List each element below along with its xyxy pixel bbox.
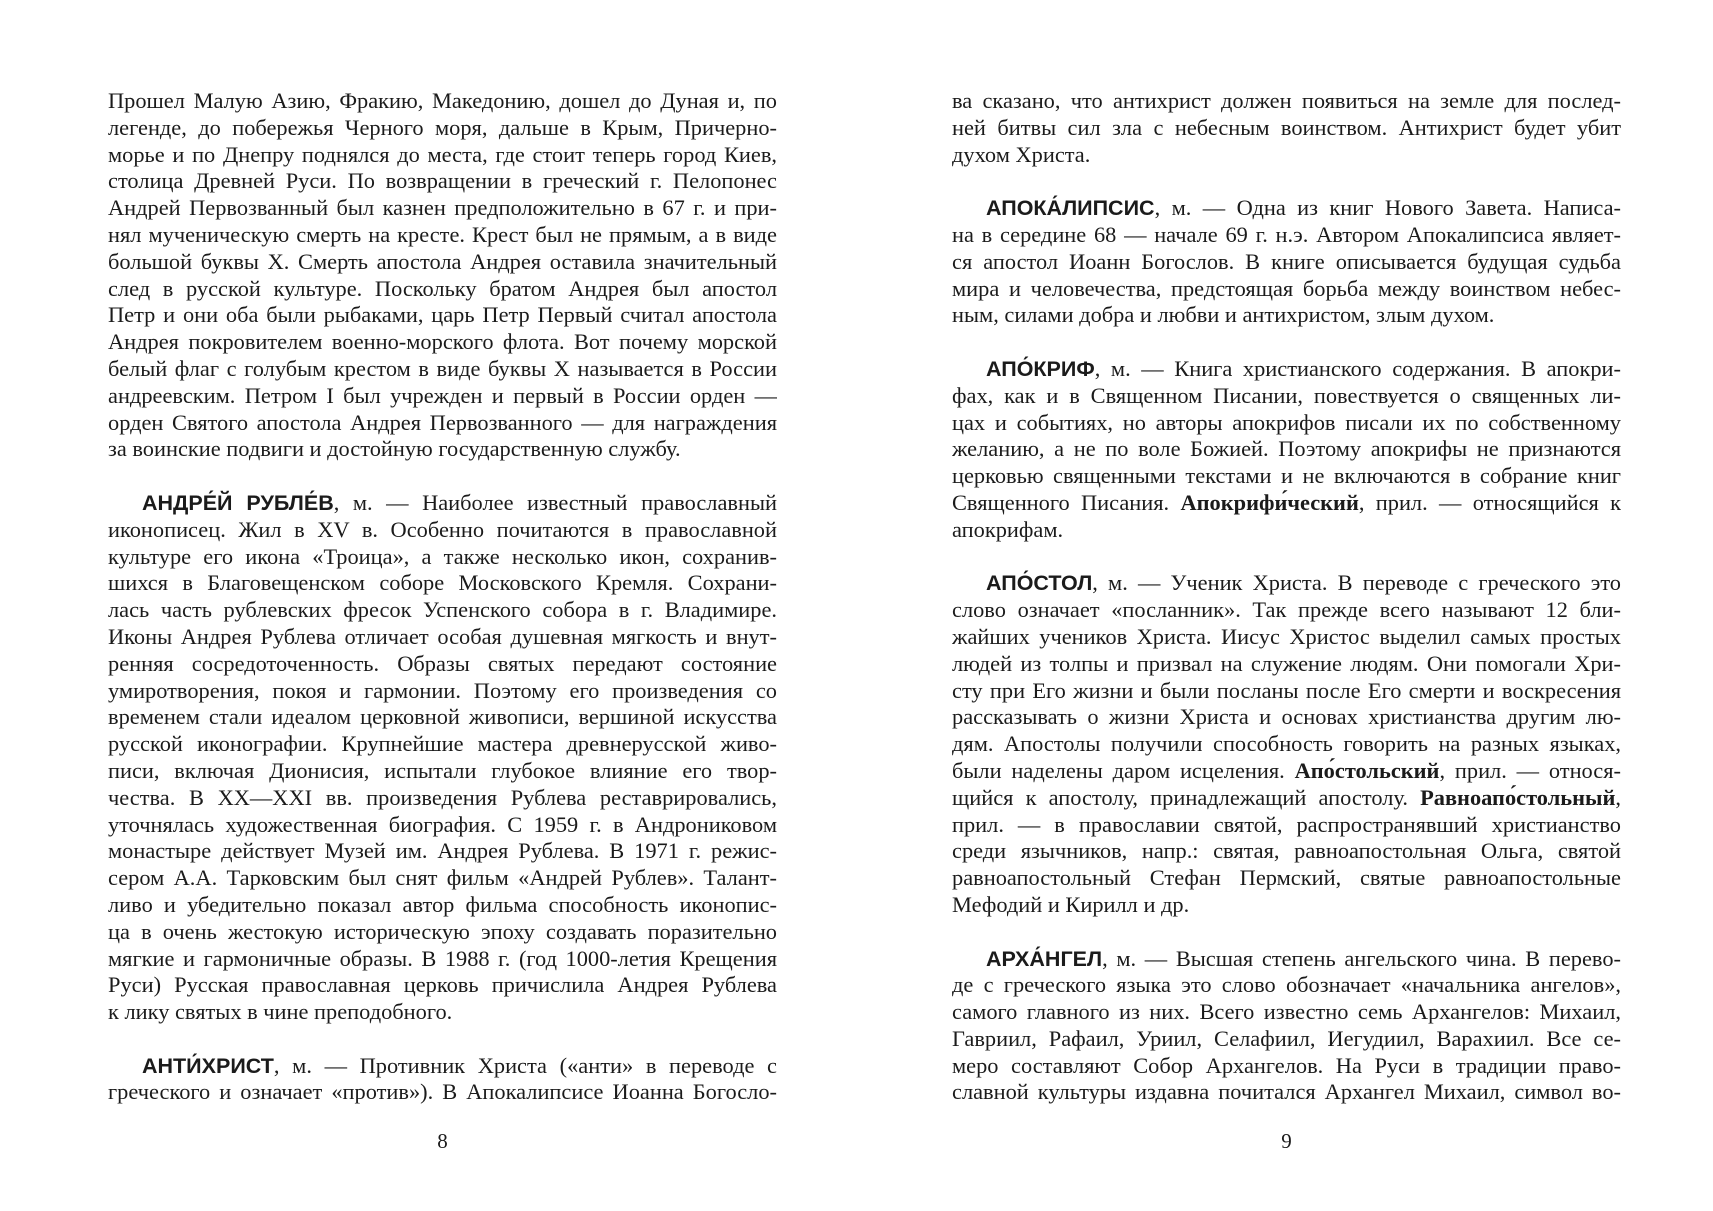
text-line: след в русской культуре. Поскольку братом Андрея был апостол [108, 275, 777, 301]
page-number-left: 8 [437, 1129, 448, 1153]
text-line: белый флаг с голубым крестом в виде буквы Х называется в России [108, 355, 777, 381]
text-line: мягкие и гармоничные образы. В 1988 г. (год 1000-летия Крещения [108, 945, 777, 971]
left-page [108, 88, 777, 1106]
text-line: чества. В XX—XXI вв. произведения Рублева реставрировались, [108, 784, 777, 810]
text-line: прил. — в православии святой, распространявший христианство [952, 811, 1621, 837]
text-line: иконописец. Жил в XV в. Особенно почитаются в православной [108, 516, 777, 542]
text-segment: , [1615, 784, 1621, 810]
derived-term: Апокрифи́ческий [1180, 489, 1359, 515]
text-line: рассказывать о жизни Христа и основах христианства другим лю- [952, 704, 1621, 730]
entry-headword: АНТИ́ХРИСТ [142, 1053, 274, 1078]
paragraph-andrew-continuation [108, 88, 777, 463]
text-line: дям. Апостолы получили способность говорить на разных языках, [952, 731, 1621, 757]
text-line: ца в очень жестокую историческую эпоху создавать поразительно [108, 918, 777, 944]
entry-first-line [108, 1053, 777, 1080]
text-line: ным, силами добра и любви и антихристом, злым духом. [952, 302, 1495, 328]
text-line: духом Христа. [952, 141, 1091, 167]
entry-first-line [952, 946, 1621, 973]
text-line: апокрифам. [952, 516, 1064, 542]
text-line: фах, как и в Священном Писании, повествуется о священных ли- [952, 382, 1621, 408]
entry-first-line [108, 490, 777, 517]
text-line: на в середине 68 — начале 69 г. н.э. Автором Апокалипсиса являет- [952, 221, 1621, 247]
text-line: морье и по Днепру поднялся до места, где стоит теперь город Киев, [108, 141, 777, 167]
right-page [952, 88, 1621, 1106]
text-line: лась часть рублевских фресок Успенского собора в г. Владимире. [108, 597, 777, 623]
entry-first-line [952, 356, 1621, 383]
entry-first-line [952, 570, 1621, 597]
text-line: церковью священными текстами и не включаются в собрание книг [952, 463, 1621, 489]
entry-headword: АПО́СТОЛ [986, 571, 1093, 596]
text-line: ся апостол Иоанн Богослов. В книге описывается будущая судьба [952, 248, 1621, 274]
text-segment: , прил. — относя- [1439, 757, 1621, 783]
text-line: временем стали идеалом церковной живописи, вершиной искусства [108, 704, 777, 730]
text-line: сером А.А. Тарковским был снят фильм «Андрей Рублев». Талант- [108, 865, 777, 891]
text-line: шихся в Благовещенском соборе Московского Кремля. Сохрани- [108, 570, 777, 596]
text-line: монастыре действует Музей им. Андрея Рублева. В 1971 г. режис- [108, 838, 777, 864]
text-line: орден Святого апостола Андрея Первозванного — для награждения [108, 409, 777, 435]
text-line-mixed [952, 758, 1621, 785]
text-line: уточнялась художественная биография. С 1959 г. в Андрониковом [108, 811, 777, 837]
text-line: греческого и означает «против»). В Апокалипсисе Иоанна Богосло- [108, 1079, 777, 1105]
text-segment: Священного Писания. [952, 489, 1181, 515]
text-line: легенде, до побережья Черного моря, дальше в Крым, Причерно- [108, 114, 777, 140]
paragraph-antichrist-continuation [952, 88, 1621, 168]
text-line: ливо и убедительно показал автор фильма способность иконопис- [108, 891, 777, 917]
text-line: людей из толпы и призвал на служение людям. Они помогали Хри- [952, 650, 1621, 676]
text-line: Прошел Малую Азию, Фракию, Македонию, дошел до Дуная и, по [108, 88, 777, 113]
text-line: мира и человечества, предстоящая борьба между воинством небес- [952, 275, 1621, 301]
text-line: русской иконографии. Крупнейшие мастера древнерусской живо- [108, 731, 777, 757]
text-line: желанию, а не по воле Божией. Поэтому апокрифы не признаются [952, 436, 1621, 462]
text-line: к лику святых в чине преподобного. [108, 999, 453, 1025]
text-line: культуре его икона «Троица», а также несколько икон, сохранив- [108, 543, 777, 569]
text-line: ренняя сосредоточенность. Образы святых передают состояние [108, 650, 777, 676]
entry-first-line-text: , м. — Противник Христа («анти» в переводе с [273, 1052, 777, 1078]
text-line: нял мученическую смерть на кресте. Крест был не прямым, а в виде [108, 221, 777, 247]
text-line: большой буквы Х. Смерть апостола Андрея оставила значительный [108, 248, 777, 274]
entry-headword: АРХА́НГЕЛ [986, 946, 1103, 971]
entry-headword: АПОКА́ЛИПСИС [986, 196, 1155, 221]
entry-apostle [952, 570, 1621, 918]
text-line: Руси) Русская православная церковь причислила Андрея Рублева [108, 972, 777, 998]
text-line: меро составляют Собор Архангелов. На Руси в традиции право- [952, 1052, 1621, 1078]
text-line: цах и событиях, но авторы апокрифов писали их по собственному [952, 409, 1621, 435]
text-line: славной культуры издавна почитался Архангел Михаил, символ во- [952, 1079, 1621, 1105]
entry-first-line-text: , м. — Ученик Христа. В переводе с греческого это [1092, 570, 1621, 596]
entry-apocalypse [952, 195, 1621, 329]
derived-term: Равноапо́стольный [1420, 784, 1616, 810]
entry-first-line [952, 195, 1621, 222]
entry-first-line-text: , м. — Книга христианского содержания. В апокри- [1094, 355, 1621, 381]
entry-headword: АПО́КРИФ [986, 356, 1095, 381]
text-line: самого главного из них. Всего известно семь Архангелов: Михаил, [952, 999, 1621, 1025]
text-line: сту при Его жизни и были посланы после Его смерти и воскресения [952, 677, 1621, 703]
entry-first-line-text: , м. — Высшая степень ангельского чина. В перево- [1102, 945, 1621, 971]
text-line: столица Древней Руси. По возвращении в греческий г. Пелопонес [108, 168, 777, 194]
text-line: андреевским. Петром I был учрежден и первый в России орден — [108, 382, 777, 408]
text-line: умиротворения, покоя и гармонии. Поэтому его произведения со [108, 677, 777, 703]
text-line: ней битвы сил зла с небесным воинством. Антихрист будет убит [952, 114, 1621, 140]
page-number-right: 9 [1281, 1129, 1292, 1153]
entry-andrey-rublev [108, 490, 777, 1026]
entry-first-line-text: , м. — Наиболее известный православный [333, 489, 777, 515]
text-line: среди язычников, напр.: святая, равноапостольная Ольга, святой [952, 838, 1621, 864]
text-line: писи, включая Дионисия, испытали глубокое влияние его твор- [108, 757, 777, 783]
text-line: де с греческого языка это слово обозначает «начальника ангелов», [952, 972, 1621, 998]
entry-apocrypha [952, 356, 1621, 544]
text-line: Петр и они оба были рыбаками, царь Петр Первый считал апостола [108, 302, 777, 328]
text-line: Мефодий и Кирилл и др. [952, 891, 1190, 917]
entry-archangel [952, 946, 1621, 1107]
text-line: слово означает «посланник». Так прежде всего называют 12 бли- [952, 597, 1621, 623]
text-line: за воинские подвиги и достойную государственную службу. [108, 436, 681, 462]
text-line: ва сказано, что антихрист должен появиться на земле для послед- [952, 88, 1621, 113]
text-segment: щийся к апостолу, принадлежащий апостолу. [952, 784, 1421, 810]
entry-first-line-text: , м. — Одна из книг Нового Завета. Написа- [1154, 195, 1621, 221]
derived-term: Апо́стольский [1294, 757, 1440, 783]
text-line: Гавриил, Рафаил, Уриил, Селафиил, Иегудиил, Варахиил. Все се- [952, 1025, 1621, 1051]
text-line: равноапостольный Стефан Пермский, святые равноапостольные [952, 865, 1621, 891]
text-line-mixed [952, 490, 1621, 517]
text-line: Иконы Андрея Рублева отличает особая душевная мягкость и внут- [108, 623, 777, 649]
text-line: Андрей Первозванный был казнен предположительно в 67 г. и при- [108, 195, 777, 221]
text-line: Андрея покровителем военно-морского флота. Вот почему морской [108, 329, 777, 355]
entry-headword: АНДРЕ́Й РУБЛЕ́В [142, 490, 334, 515]
text-line-mixed [952, 785, 1621, 812]
entry-antichrist [108, 1053, 777, 1107]
text-segment: были наделены даром исцеления. [952, 757, 1295, 783]
text-segment: , прил. — относящийся к [1358, 489, 1621, 515]
text-line: жайших учеников Христа. Иисус Христос выделил самых простых [952, 623, 1621, 649]
